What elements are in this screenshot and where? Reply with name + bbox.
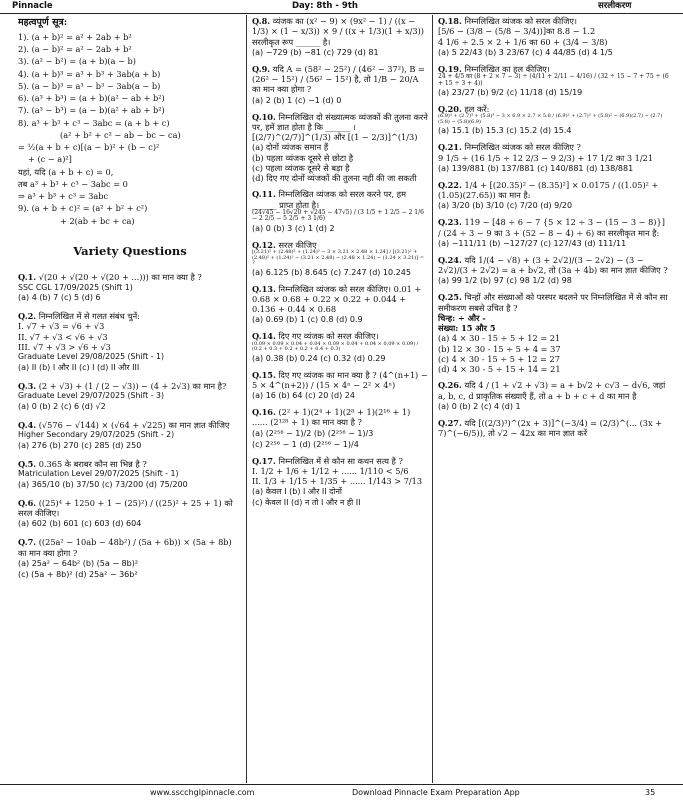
question-text: (√576 − √144) × (√64 + √225) का मान ज्ञात कीजिए: [38, 419, 230, 430]
question-source: Higher Secondary 29/07/2025 (Shift - 2): [18, 430, 175, 440]
question-text: निम्नलिखित में से कौन सा कथन सत्य है ?: [278, 455, 403, 466]
question-number: Q.13.: [252, 283, 276, 294]
formula: 3). (a² − b²) = (a + b)(a − b): [18, 56, 136, 67]
page-number: 35: [645, 788, 656, 797]
answer-options: (a) केवल I (b) I और II दोनों: [252, 487, 343, 497]
question-14: [252, 331, 428, 363]
question-number: Q.23.: [438, 217, 462, 228]
expression: 9 1/5 ÷ (16 1/5 ÷ 12 2/3 − 9 2/3) + 17 1/2 का 3 1/21: [438, 152, 654, 163]
question-number: Q.3.: [18, 380, 37, 391]
answer-options: (a) 15.1 (b) 15.3 (c) 15.2 (d) 15.4: [438, 126, 572, 136]
answer-options: (a) 16 (b) 64 (c) 20 (d) 24: [252, 391, 355, 401]
formula: = ½(a + b + c)[(a − b)² + (b − c)²: [18, 142, 160, 153]
formula: 5). (a − b)³ = a³ − b³ − 3ab(a − b): [18, 80, 161, 91]
question-16: [252, 407, 428, 450]
option: (b) 12 × 30 - 15 ÷ 5 + 4 = 37: [438, 343, 561, 354]
question-number: Q.12.: [252, 239, 276, 250]
question-number: Q.4.: [18, 419, 37, 430]
question-text: 119 − [48 ÷ 6 − 7 {5 × 12 ÷ 3 − (15 − 3 − 8)}] / (24 ÷ 3 − 9 का 3 + (52 − 8 − 4) ÷ 6) का सरलीकृत मान है:: [438, 217, 665, 238]
statement: चिन्ह: ÷ और -: [438, 312, 486, 323]
formula: 2). (a − b)² = a² − 2ab + b²: [18, 44, 132, 55]
question-number: Q.24.: [438, 254, 462, 265]
question-7: [18, 537, 242, 580]
formula: यहां, यदि (a + b + c) = 0,: [18, 166, 114, 177]
footer-website[interactable]: www.sscchglpinnacle.com: [150, 788, 255, 797]
question-number: Q.17.: [252, 455, 276, 466]
question-text: दिए गए व्यंजक का मान क्या है ? (4^(n+1) − 5 × 4^(n+2)) / (15 × 4ⁿ − 2² × 4ⁿ): [252, 369, 428, 390]
question-18: [438, 16, 670, 58]
column-left: [18, 16, 242, 780]
question-number: Q.18.: [438, 16, 462, 26]
question-number: Q.9.: [252, 63, 271, 74]
statement: I. 1/2 + 1/6 + 1/12 + ...... 1/110 < 5/6: [252, 465, 409, 476]
question-text: 1/4 + [(20.35)² − (8.35)²] × 0.0175 / ((1.05)² + (1.05)(27.65)) का मान है:: [438, 179, 659, 201]
question-4: [18, 420, 242, 451]
question-text: निम्नलिखित व्यंजक को सरल कीजिए।: [464, 16, 577, 26]
question-text: यदि [((2/3)³)^(2x + 3)]^(−3/4) = (2/3)^(... (3x + 7)^(−6/5)), तो √2 − 42x का मान ज्ञात करें: [438, 417, 663, 439]
question-number: Q.27.: [438, 417, 462, 428]
question-text: यदि 4 / (1 + √2 + √3) = a + b√2 + c√3 − d√6, जहां a, b, c, d प्राकृतिक संख्याएँ हैं, तो a + b + c + d का मान है: [438, 380, 666, 401]
question-15: [252, 370, 428, 402]
answer-options: (a) 99 1/2 (b) 97 (c) 98 1/2 (d) 98: [438, 276, 572, 286]
page-header: [0, 0, 683, 14]
answer-options: (a) 6.125 (b) 8.645 (c) 7.247 (d) 10.245: [252, 267, 411, 277]
question-22: [438, 180, 670, 212]
question-number: Q.25.: [438, 292, 462, 303]
question-24: [438, 255, 670, 287]
question-13: [252, 284, 428, 326]
question-text: ((25a² − 10ab − 48b²) / (5a + 6b)) × (5a + 8b) का मान क्या होगा ?: [18, 537, 232, 558]
question-3: [18, 381, 242, 412]
question-1: [18, 272, 242, 303]
formula: तब a³ + b³ + c³ − 3abc = 0: [18, 178, 128, 189]
question-number: Q.16.: [252, 407, 276, 418]
answer-options: (c) केवल II (d) न तो I और न ही II: [252, 498, 361, 508]
statement: संख्या: 15 और 5: [438, 323, 496, 334]
option: (d) 4 × 30 - 5 ÷ 15 + 14 = 21: [438, 364, 561, 375]
answer-options: (a) 0.69 (b) 1 (c) 0.8 (d) 0.9: [252, 315, 363, 325]
answer-options: (a) −729 (b) −81 (c) 729 (d) 81: [252, 47, 379, 57]
question-19: [438, 64, 670, 98]
question-20: [438, 104, 670, 136]
question-text: निम्नलिखित व्यंजक को सरल कीजिए ?: [464, 142, 581, 153]
question-source: Matriculation Level 29/07/2025 (Shift - 1): [18, 469, 179, 479]
question-2: [18, 311, 242, 373]
question-8: [252, 16, 428, 58]
statement: III. √7 + √3 > √6 + √3: [18, 341, 111, 352]
question-source: SSC CGL 17/09/2025 (Shift 1): [18, 282, 133, 292]
formula: (a² + b² + c² − ab − bc − ca): [60, 129, 181, 140]
question-source: Graduate Level 29/07/2025 (Shift - 3): [18, 391, 165, 401]
question-text: निम्नलिखित में से गलत संबंध चुनें:: [38, 311, 140, 322]
expression: 24 + 4/5 का (8 + 2 × 7 − 3) ÷ (4/11 + 2/11 − 4/16) / (32 ÷ 15 − 7 + 75 ÷ (6 + 15 ÷ 3 + 4)): [438, 73, 669, 87]
question-text: निम्नलिखित व्यंजक को सरल करने पर, हम ______ प्राप्त होता है।: [252, 189, 406, 210]
footer-app-promo: Download Pinnacle Exam Preparation App: [352, 788, 520, 797]
option: (c) 4 × 30 - 15 ÷ 5 + 12 = 27: [438, 353, 560, 364]
answer-options: (a) 3/20 (b) 3/10 (c) 7/20 (d) 9/20: [438, 201, 573, 211]
question-number: Q.2.: [18, 311, 37, 322]
question-number: Q.7.: [18, 537, 37, 548]
page-footer: [0, 784, 683, 801]
question-text: दिए गए व्यंजक को सरल कीजिए।: [278, 331, 379, 342]
answer-options: (a) 25a² − 64b² (b) (5a − 8b)²: [18, 558, 139, 568]
question-23: [438, 217, 670, 249]
formula: + 2(ab + bc + ca): [60, 215, 135, 226]
question-text: चिन्हों और संख्याओं को परस्पर बदलने पर निम्नलिखित में से कौन सा समीकरण सबसे उचित है ?: [438, 292, 668, 313]
question-number: Q.26.: [438, 380, 462, 391]
question-number: Q.19.: [438, 63, 462, 74]
question-17: [252, 456, 428, 509]
formula: 9). (a + b + c)² = (a² + b² + c²): [18, 203, 148, 214]
question-number: Q.21.: [438, 142, 462, 153]
answer-options: (a) 139/881 (b) 137/881 (c) 140/881 (d) 138/881: [438, 163, 634, 173]
answer-options: (a) −111/11 (b) −127/27 (c) 127/43 (d) 111/11: [438, 238, 627, 248]
answer-options: (a) 23/27 (b) 9/2 (c) 11/18 (d) 15/19: [438, 88, 583, 98]
header-brand: Pinnacle: [12, 1, 53, 11]
header-day: Day: 8th - 9th: [292, 1, 358, 11]
statement: I. √7 + √3 = √6 + √3: [18, 321, 105, 332]
question-9: [252, 64, 428, 106]
answer-options: (a) 2 (b) 1 (c) −1 (d) 0: [252, 95, 342, 105]
question-text: निम्नलिखित दो संख्यात्मक व्यंजकों की तुलना करने पर, हमें ज्ञात होता है कि ______ । [(2/7)^(2/7)]^(1/3) और [(1 − 2/3)]^(1/3): [252, 111, 428, 142]
answer-options: (a) 0 (b) 2 (c) 6 (d) √2: [18, 401, 106, 411]
formula: + (c − a)²]: [28, 154, 72, 165]
question-source: Graduate Level 29/08/2025 (Shift - 1): [18, 352, 165, 362]
question-11: [252, 189, 428, 234]
column-divider: [432, 15, 433, 783]
option: (c) पहला व्यंजक दूसरे से बड़ा है: [252, 162, 350, 173]
question-text: ((25)⁴ + 1250 + 1 − (25)²) / ((25)² + 25 + 1) को सरल कीजिए।: [18, 497, 233, 519]
formula-list: [18, 32, 242, 226]
question-text: निम्नलिखित का हल कीजिए।: [464, 63, 550, 74]
formula: 1). (a + b)² = a² + 2ab + b²: [18, 31, 132, 42]
statement: II. 1/3 + 1/15 + 1/35 + ...... 1/143 > 7/13: [252, 476, 423, 487]
question-text: यदि A = (58² − 25²) / (46² − 37²), B = (26² − 15²) / (56² − 15²) है, तो 1/B − 20/A का मान क्या होगा ?: [252, 63, 425, 95]
question-number: Q.20.: [438, 104, 462, 115]
statement: II. √7 + √3 < √6 + √3: [18, 331, 108, 342]
expression: (24√45 − 16√20 + √245 − 47√5) / (3 1/5 + 1 2/5 − 2 1/6 − 2 2/5 − 5 2/5 + 3 1/6): [252, 208, 424, 223]
question-26: [438, 380, 670, 412]
question-27: [438, 418, 670, 439]
question-number: Q.5.: [18, 458, 37, 469]
expression: (6.9)³ + (2.7)³ + (5.8)³ − 3 × 6.9 × 2.7 × 5.8 / (6.9)² + (2.7)² + (5.8)² − (6.9)(2.7) − (2.7)(5.8) − (5.8)(6.9): [438, 113, 663, 125]
answer-options: (a) 4 (b) 7 (c) 5 (d) 6: [18, 293, 101, 303]
question-5: [18, 459, 242, 490]
question-number: Q.1.: [18, 272, 37, 283]
expression: [5/6 − (3/8 − (5/8 − 3/4))]का 8.8 − 1.2: [438, 26, 596, 37]
option: (b) पहला व्यंजक दूसरे से छोटा है: [252, 152, 354, 163]
expression: [(3.21)³ + (2.48)³ + (1.24)³ − 3 × 3.21 × 2.48 × 1.24] / [(3.21)² + (2.48)² + (1.24)² − (3.21 × 2.48) − (2.48 × 1.24) − (1.24 × 3.21)] = ?: [252, 249, 424, 267]
question-25: [438, 292, 670, 374]
formula-title: महत्वपूर्ण सूत्र:: [18, 17, 68, 28]
question-text: निम्नलिखित व्यंजक को सरल कीजिए। 0.01 + 0.68 × 0.68 + 0.22 × 0.22 + 0.044 + 0.136 + 0.44 × 0.68: [252, 283, 422, 315]
question-text: व्यंजक का (x² − 9) × (9x² − 1) / ((x − 1/3) × (1 − x/3)) × 9 / ((x + 1/3)(1 + x/3)) सरलीकृत रूप ______ है।: [252, 16, 425, 47]
expression: (0.09 × 0.09 × 0.04 + 0.04 × 0.09 × 0.04 + 0.04 × 0.09 × 0.09) / (0.2 + 0.3 + 0.2 + 0.2 + 0.4 + 0.3): [252, 340, 419, 353]
answer-options: (c) (5a + 8b)² (d) 25a² − 36b²: [18, 569, 138, 579]
option: (d) दिए गए दोनों व्यंजकों की तुलना नहीं की जा सकती: [252, 173, 417, 183]
question-number: Q.15.: [252, 369, 276, 380]
column-middle: [252, 16, 428, 780]
question-text: (2 + √3) + (1 / (2 − √3)) − (4 + 2√3) का मान है?: [38, 380, 227, 391]
question-number: Q.8.: [252, 16, 271, 26]
question-text: (2² + 1)(2⁴ + 1)(2⁸ + 1)(2¹⁶ + 1) ...... (2¹²⁸ + 1) का मान क्या है ?: [252, 407, 411, 428]
question-number: Q.10.: [252, 111, 276, 122]
answer-options: (a) 0 (b) 2 (c) 4 (d) 1: [438, 401, 521, 411]
expression: 4 1/6 ÷ 2.5 × 2 + 1/6 का 60 + (3/4 − 3/8): [438, 36, 608, 47]
answer-options: (a) 602 (b) 601 (c) 603 (d) 604: [18, 519, 142, 529]
formula: 8). a³ + b³ + c³ − 3abc = (a + b + c): [18, 117, 170, 128]
question-text: 0.365 के बराबर कौन सा भिन्न है ?: [38, 458, 147, 469]
option: (a) 4 × 30 - 15 ÷ 5 + 12 = 21: [438, 333, 561, 344]
answer-options: (a) II (b) I और II (c) I (d) II और III: [18, 362, 140, 372]
question-10: [252, 112, 428, 184]
answer-options: (a) 365/10 (b) 37/50 (c) 73/200 (d) 75/200: [18, 479, 188, 489]
formula: 6). (a³ + b³) = (a + b)(a² − ab + b²): [18, 93, 165, 104]
answer-options: (a) (2²⁵⁶ − 1)/2 (b) (2²⁵⁶ − 1)/3: [252, 428, 374, 438]
formula: 7). (a³ − b³) = (a − b)(a² + ab + b²): [18, 105, 165, 116]
answer-options: (a) 0.38 (b) 0.24 (c) 0.32 (d) 0.29: [252, 353, 386, 363]
question-text: हल करें:: [464, 104, 490, 115]
formula: 4). (a + b)³ = a³ + b³ + 3ab(a + b): [18, 68, 161, 79]
answer-options: (a) 276 (b) 270 (c) 285 (d) 250: [18, 440, 142, 450]
question-number: Q.11.: [252, 189, 276, 200]
question-text: √(20 + √(20 + √(20 + ...))) का मान क्या है ?: [38, 272, 202, 283]
question-number: Q.22.: [438, 179, 462, 190]
question-12: [252, 240, 428, 278]
column-right: [438, 16, 670, 780]
question-6: [18, 498, 242, 530]
answer-options: (a) 0 (b) 3 (c) 1 (d) 2: [252, 223, 335, 233]
formula: ⇒ a³ + b³ + c³ = 3abc: [18, 191, 109, 202]
question-text: यदि 1/(4 − √8) + (3 + 2√2)/(3 − 2√2) − (3 − 2√2)/(3 + 2√2) = a + b√2, तो (3a + 4b) का मान ज्ञात कीजिए ?: [438, 254, 668, 276]
option: (a) दोनों व्यंजक समान हैं: [252, 142, 329, 153]
answer-options: (c) 2²⁵⁶ − 1 (d) (2²⁵⁶ − 1)/4: [252, 439, 359, 449]
header-topic: सरलीकरण: [598, 1, 632, 11]
variety-title: Variety Questions: [73, 243, 187, 258]
answer-options: (a) 5 22/43 (b) 3 23/67 (c) 4 44/85 (d) 4 1/5: [438, 47, 613, 57]
question-text: सरल कीजिए: [278, 239, 317, 250]
question-number: Q.14.: [252, 331, 276, 342]
column-divider: [246, 15, 247, 783]
question-number: Q.6.: [18, 497, 37, 508]
question-21: [438, 142, 670, 174]
